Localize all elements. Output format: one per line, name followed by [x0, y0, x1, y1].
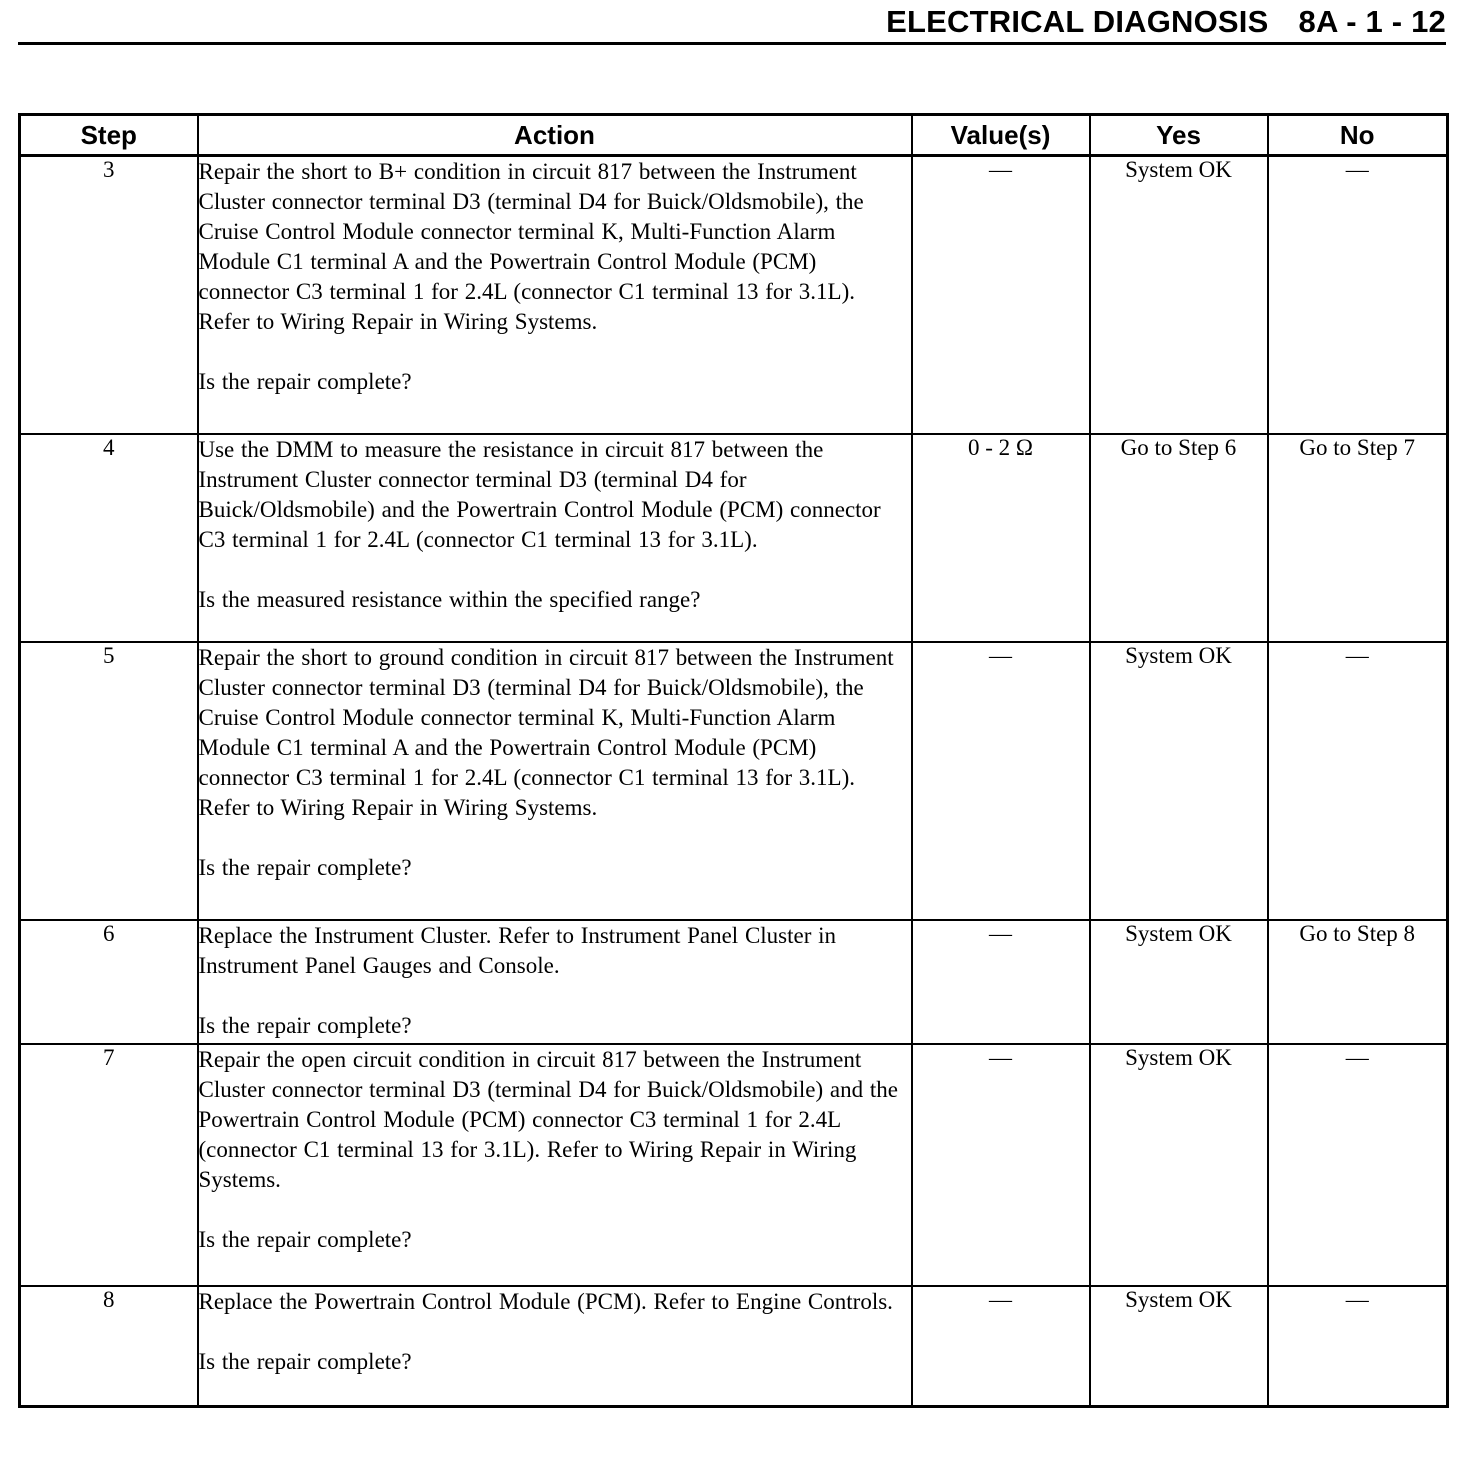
action-cell [198, 642, 912, 920]
action-question: Is the repair complete? [198, 1349, 412, 1374]
page-header [18, 0, 1446, 45]
no-cell: — [1268, 156, 1448, 435]
action-cell [198, 920, 912, 1044]
action-question: Is the repair complete? [198, 369, 412, 394]
action-question: Is the repair complete? [198, 855, 412, 880]
action-question: Is the repair complete? [198, 1013, 412, 1038]
step-number: 7 [20, 1044, 198, 1286]
value-cell: — [912, 1286, 1090, 1407]
yes-cell: System OK [1090, 920, 1268, 1044]
action-question: Is the repair complete? [198, 1227, 412, 1252]
action-text: Repair the short to ground condition in circuit 817 between the Instrument Cluster connector terminal D3 (terminal D4 for Buick/Oldsmobile), the Cruise Control Module connector terminal K, Multi-Function Alarm Module C1 terminal A and the Powertrain Control Module (PCM) connector C3 terminal 1 for 2.4L (connector C1 terminal 13 for 3.1L). Refer to Wiring Repair in Wiring Systems. [198, 645, 894, 820]
value-cell: — [912, 920, 1090, 1044]
value-cell: — [912, 1044, 1090, 1286]
no-cell: Go to Step 8 [1268, 920, 1448, 1044]
step-number: 3 [20, 156, 198, 435]
value-cell: 0 - 2 Ω [912, 434, 1090, 642]
yes-cell: System OK [1090, 1286, 1268, 1407]
step-number: 6 [20, 920, 198, 1044]
diagnostic-table [18, 113, 1449, 1408]
step-number: 4 [20, 434, 198, 642]
column-header-yes: Yes [1090, 115, 1268, 156]
action-cell [198, 1044, 912, 1286]
action-cell [198, 434, 912, 642]
yes-cell: System OK [1090, 1044, 1268, 1286]
action-text: Repair the short to B+ condition in circuit 817 between the Instrument Cluster connector terminal D3 (terminal D4 for Buick/Oldsmobile), the Cruise Control Module connector terminal K, Multi-Function Alarm Module C1 terminal A and the Powertrain Control Module (PCM) connector C3 terminal 1 for 2.4L (connector C1 terminal 13 for 3.1L). Refer to Wiring Repair in Wiring Systems. [198, 159, 864, 334]
no-cell: Go to Step 7 [1268, 434, 1448, 642]
no-cell: — [1268, 642, 1448, 920]
table-row [20, 434, 1448, 642]
step-number: 8 [20, 1286, 198, 1407]
table-row [20, 1286, 1448, 1407]
value-cell: — [912, 642, 1090, 920]
action-text: Replace the Powertrain Control Module (PCM). Refer to Engine Controls. [198, 1289, 893, 1314]
action-question: Is the measured resistance within the specified range? [198, 587, 701, 612]
column-header-no: No [1268, 115, 1448, 156]
action-text: Repair the open circuit condition in circuit 817 between the Instrument Cluster connector terminal D3 (terminal D4 for Buick/Oldsmobile) and the Powertrain Control Module (PCM) connector C3 terminal 1 for 2.4L (connector C1 terminal 13 for 3.1L). Refer to Wiring Repair in Wiring Systems. [198, 1047, 898, 1192]
value-cell: — [912, 156, 1090, 435]
section-title: ELECTRICAL DIAGNOSIS [886, 4, 1269, 39]
yes-cell: Go to Step 6 [1090, 434, 1268, 642]
action-text: Use the DMM to measure the resistance in circuit 817 between the Instrument Cluster connector terminal D3 (terminal D4 for Buick/Oldsmobile) and the Powertrain Control Module (PCM) connector C3 terminal 1 for 2.4L (connector C1 terminal 13 for 3.1L). [198, 437, 881, 552]
table-row [20, 642, 1448, 920]
table-row [20, 920, 1448, 1044]
yes-cell: System OK [1090, 156, 1268, 435]
table-header-row [20, 115, 1448, 156]
column-header-values: Value(s) [912, 115, 1090, 156]
no-cell: — [1268, 1044, 1448, 1286]
column-header-step: Step [20, 115, 198, 156]
action-text: Replace the Instrument Cluster. Refer to Instrument Panel Cluster in Instrument Panel Gauges and Console. [198, 923, 837, 978]
action-cell [198, 1286, 912, 1407]
table-row [20, 1044, 1448, 1286]
table-row [20, 156, 1448, 435]
yes-cell: System OK [1090, 642, 1268, 920]
no-cell: — [1268, 1286, 1448, 1407]
page-number: 8A - 1 - 12 [1298, 4, 1446, 39]
column-header-action: Action [198, 115, 912, 156]
step-number: 5 [20, 642, 198, 920]
action-cell [198, 156, 912, 435]
